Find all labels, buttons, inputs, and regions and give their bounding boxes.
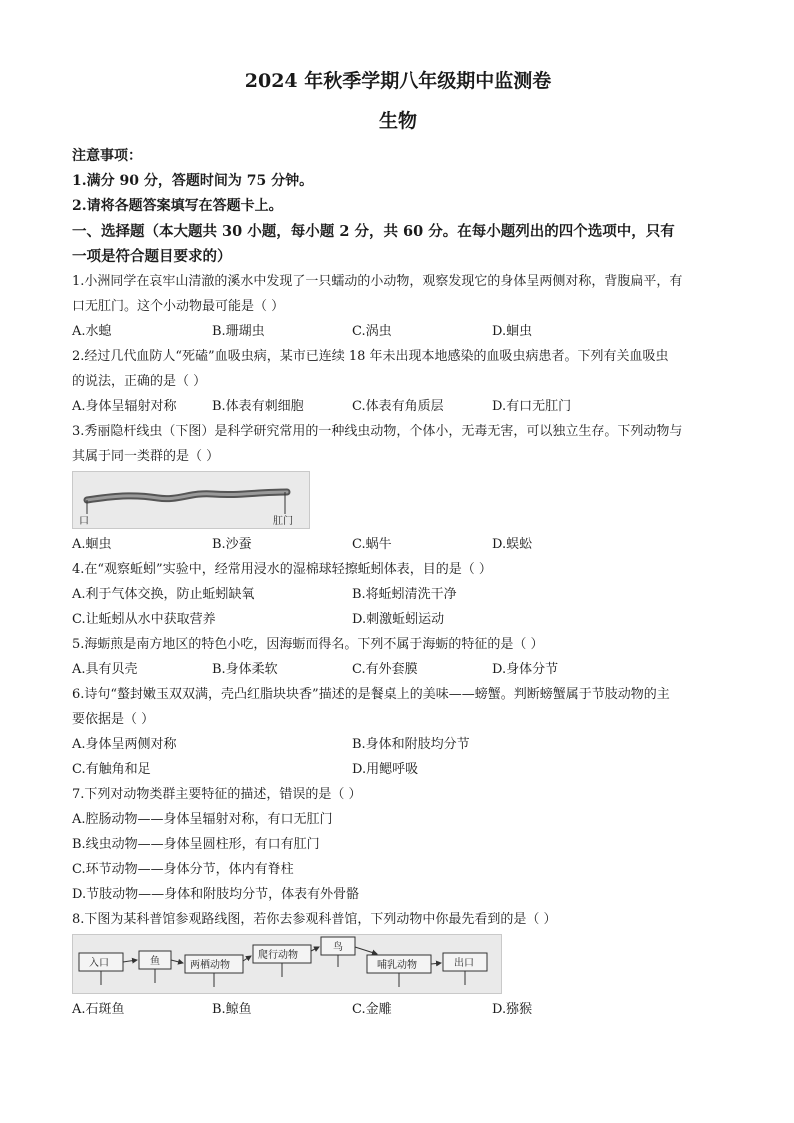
- question-8-options: [72, 997, 724, 1022]
- route-label-mammal: 哺乳动物: [377, 960, 417, 971]
- option-b: B.身体和附肢均分节: [352, 737, 470, 752]
- question-2-stem: 2.经过几代血防人“死磕”血吸虫病，某市已连续 18 年未出现本地感染的血吸虫病患者。下列有关血吸虫: [72, 349, 669, 364]
- option-b: B.体表有刺细胞: [212, 399, 304, 414]
- question-4-options-row1: [72, 582, 724, 607]
- question-1-options: [72, 319, 724, 344]
- route-label-fish: 鱼: [150, 956, 160, 967]
- question-2-stem-cont: 的说法，正确的是（ ）: [72, 374, 207, 389]
- option-a: A.具有贝壳: [72, 662, 138, 677]
- route-map-figure: [72, 934, 502, 994]
- exam-subject: 生物: [378, 110, 417, 132]
- section-heading: 一、选择题（本大题共 30 小题，每小题 2 分，共 60 分。在每小题列出的四个选项中，只有: [72, 223, 675, 240]
- question-7-stem: 7.下列对动物类群主要特征的描述，错误的是（ ）: [72, 787, 362, 802]
- option-c: C.蜗牛: [352, 537, 392, 552]
- exam-title: 2024 年秋季学期八年级期中监测卷: [244, 70, 552, 92]
- question-1-stem-cont: 口无肛门。这个小动物最可能是（ ）: [72, 299, 285, 314]
- question-3-stem: 3.秀丽隐杆线虫（下图）是科学研究常用的一种线虫动物，个体小，无毒无害，可以独立生存。下列动物与: [72, 424, 683, 439]
- label-anus: 肛门: [273, 516, 293, 527]
- question-1-stem: 1.小洲同学在哀牢山清澈的溪水中发现了一只蠕动的小动物，观察发现它的身体呈两侧对称，背腹扁平，有: [72, 274, 683, 289]
- option-d: D.身体分节: [492, 662, 559, 677]
- question-6-stem: 6.诗句“螯封嫩玉双双满，壳凸红脂块块香”描述的是餐桌上的美味——螃蟹。判断螃蟹属于节肢动物的主: [72, 687, 670, 702]
- question-4-options-row2: [72, 607, 724, 632]
- question-6-options-row1: [72, 732, 724, 757]
- note-item: 2.请将各题答案填写在答题卡上。: [72, 198, 283, 214]
- option-c: C.金雕: [352, 1002, 392, 1017]
- option-a: A.利于气体交换，防止蚯蚓缺氧: [72, 587, 255, 602]
- option-a: A.身体呈两侧对称: [72, 737, 177, 752]
- option-b: B.珊瑚虫: [212, 324, 265, 339]
- question-3-stem-cont: 其属于同一类群的是（ ）: [72, 449, 220, 464]
- exam-page: [72, 66, 724, 1022]
- option-b: B.鲸鱼: [212, 1002, 252, 1017]
- question-6-options-row2: [72, 757, 724, 782]
- question-4-stem: 4.在“观察蚯蚓”实验中，经常用浸水的湿棉球轻擦蚯蚓体表，目的是（ ）: [72, 562, 492, 577]
- option-c: C.有触角和足: [72, 762, 151, 777]
- question-2-options: [72, 394, 724, 419]
- question-5-options: [72, 657, 724, 682]
- option-d: D.猕猴: [492, 1002, 533, 1017]
- option-d: D.节肢动物——身体和附肢均分节，体表有外骨骼: [72, 887, 360, 902]
- route-label-exit: 出口: [454, 958, 474, 969]
- label-mouth: 口: [79, 516, 89, 527]
- question-5-stem: 5.海蛎煎是南方地区的特色小吃，因海蛎而得名。下列不属于海蛎的特征的是（ ）: [72, 637, 544, 652]
- option-a: A.水螅: [72, 324, 112, 339]
- question-8-stem: 8.下图为某科普馆参观路线图，若你去参观科普馆，下列动物中你最先看到的是（ ）: [72, 912, 557, 927]
- option-b: B.将蚯蚓清洗干净: [352, 587, 457, 602]
- option-b: B.线虫动物——身体呈圆柱形，有口有肛门: [72, 837, 320, 852]
- option-c: C.涡虫: [352, 324, 392, 339]
- option-d: D.刺激蚯蚓运动: [352, 612, 445, 627]
- route-label-amphibian: 两栖动物: [190, 960, 230, 971]
- option-a: A.身体呈辐射对称: [72, 399, 177, 414]
- option-c: C.体表有角质层: [352, 399, 444, 414]
- route-label-reptile: 爬行动物: [258, 950, 298, 961]
- nematode-figure: [72, 471, 310, 529]
- option-b: B.身体柔软: [212, 662, 278, 677]
- option-a: A.石斑鱼: [72, 1002, 125, 1017]
- option-c: C.让蚯蚓从水中获取营养: [72, 612, 216, 627]
- option-c: C.环节动物——身体分节，体内有脊柱: [72, 862, 294, 877]
- option-c: C.有外套膜: [352, 662, 418, 677]
- option-d: D.用鳃呼吸: [352, 762, 419, 777]
- option-d: D.蜈蚣: [492, 537, 533, 552]
- route-label-entrance: 入口: [89, 958, 109, 969]
- section-heading-cont: 一项是符合题目要求的）: [72, 248, 232, 265]
- question-6-stem-cont: 要依据是（ ）: [72, 712, 155, 727]
- option-d: D.有口无肛门: [492, 399, 572, 414]
- route-label-bird: 鸟: [333, 942, 343, 953]
- question-3-options: [72, 532, 724, 557]
- notes-heading: 注意事项：: [72, 148, 142, 164]
- option-b: B.沙蚕: [212, 537, 252, 552]
- note-item: 1.满分 90 分，答题时间为 75 分钟。: [72, 173, 314, 189]
- option-a: A.腔肠动物——身体呈辐射对称，有口无肛门: [72, 812, 333, 827]
- option-d: D.蛔虫: [492, 324, 533, 339]
- option-a: A.蛔虫: [72, 537, 112, 552]
